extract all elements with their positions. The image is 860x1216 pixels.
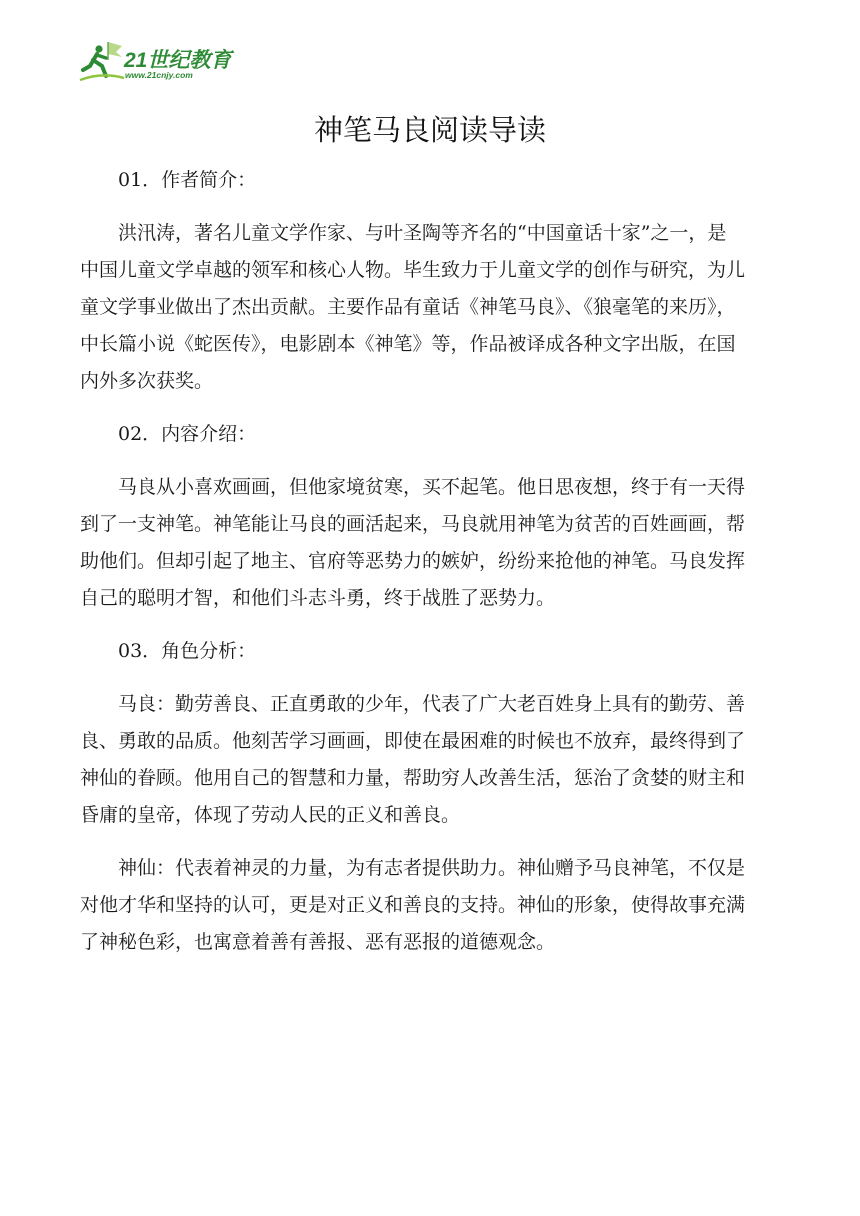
text-line: 中国儿童文学卓越的领军和核心人物。毕生致力于儿童文学的创作与研究，为儿 xyxy=(80,259,746,281)
text-line: 了神秘色彩，也寓意着善有善报、恶有恶报的道德观念。 xyxy=(80,931,556,953)
paragraph-character-immortal xyxy=(80,850,785,961)
text-line: 良、勇敢的品质。他刻苦学习画画，即使在最困难的时候也不放弃，最终得到了 xyxy=(80,730,746,752)
section-heading-author: 01．作者简介： xyxy=(118,169,257,191)
document-body xyxy=(80,162,785,977)
text-line: 神仙：代表着神灵的力量，为有志者提供助力。神仙赠予马良神笔，不仅是 xyxy=(118,857,746,879)
text-line: 内外多次获奖。 xyxy=(80,370,214,392)
text-line: 马良从小喜欢画画，但他家境贫寒，买不起笔。他日思夜想，终于有一天得 xyxy=(118,476,746,498)
paragraph-character-maliang xyxy=(80,686,785,834)
text-line: 洪汛涛，著名儿童文学作家、与叶圣陶等齐名的“中国童话十家”之一，是 xyxy=(118,222,727,244)
text-line: 对他才华和坚持的认可，更是对正义和善良的支持。神仙的形象，使得故事充满 xyxy=(80,894,746,916)
text-line: 昏庸的皇帝，体现了劳动人民的正义和善良。 xyxy=(80,804,461,826)
text-line: 神仙的眷顾。他用自己的智慧和力量，帮助穷人改善生活，惩治了贪婪的财主和 xyxy=(80,767,746,789)
page-title: 神笔马良阅读导读 xyxy=(313,113,546,147)
paragraph-author-intro xyxy=(80,215,785,400)
text-line: 童文学事业做出了杰出贡献。主要作品有童话《神笔马良》、《狼毫笔的来历》， xyxy=(80,296,736,318)
section-heading-content: 02．内容介绍： xyxy=(118,423,257,445)
logo xyxy=(78,40,248,84)
text-line: 中长篇小说《蛇医传》，电影剧本《神笔》等，作品被译成各种文字出版，在国 xyxy=(80,333,736,355)
text-line: 自己的聪明才智，和他们斗志斗勇，终于战胜了恶势力。 xyxy=(80,587,556,609)
text-line: 助他们。但却引起了地主、官府等恶势力的嫉妒，纷纷来抢他的神笔。马良发挥 xyxy=(80,550,746,572)
text-line: 马良：勤劳善良、正直勇敢的少年，代表了广大老百姓身上具有的勤劳、善 xyxy=(118,693,746,715)
section-heading-characters: 03．角色分析： xyxy=(118,640,257,662)
logo-url-text: www.21cnjy.com xyxy=(125,70,193,80)
text-line: 到了一支神笔。神笔能让马良的画活起来，马良就用神笔为贫苦的百姓画画，帮 xyxy=(80,513,746,535)
paragraph-content-intro xyxy=(80,469,785,617)
logo-brand-text: 21世纪教育 xyxy=(124,49,232,72)
running-figure-flag-icon xyxy=(78,40,126,84)
